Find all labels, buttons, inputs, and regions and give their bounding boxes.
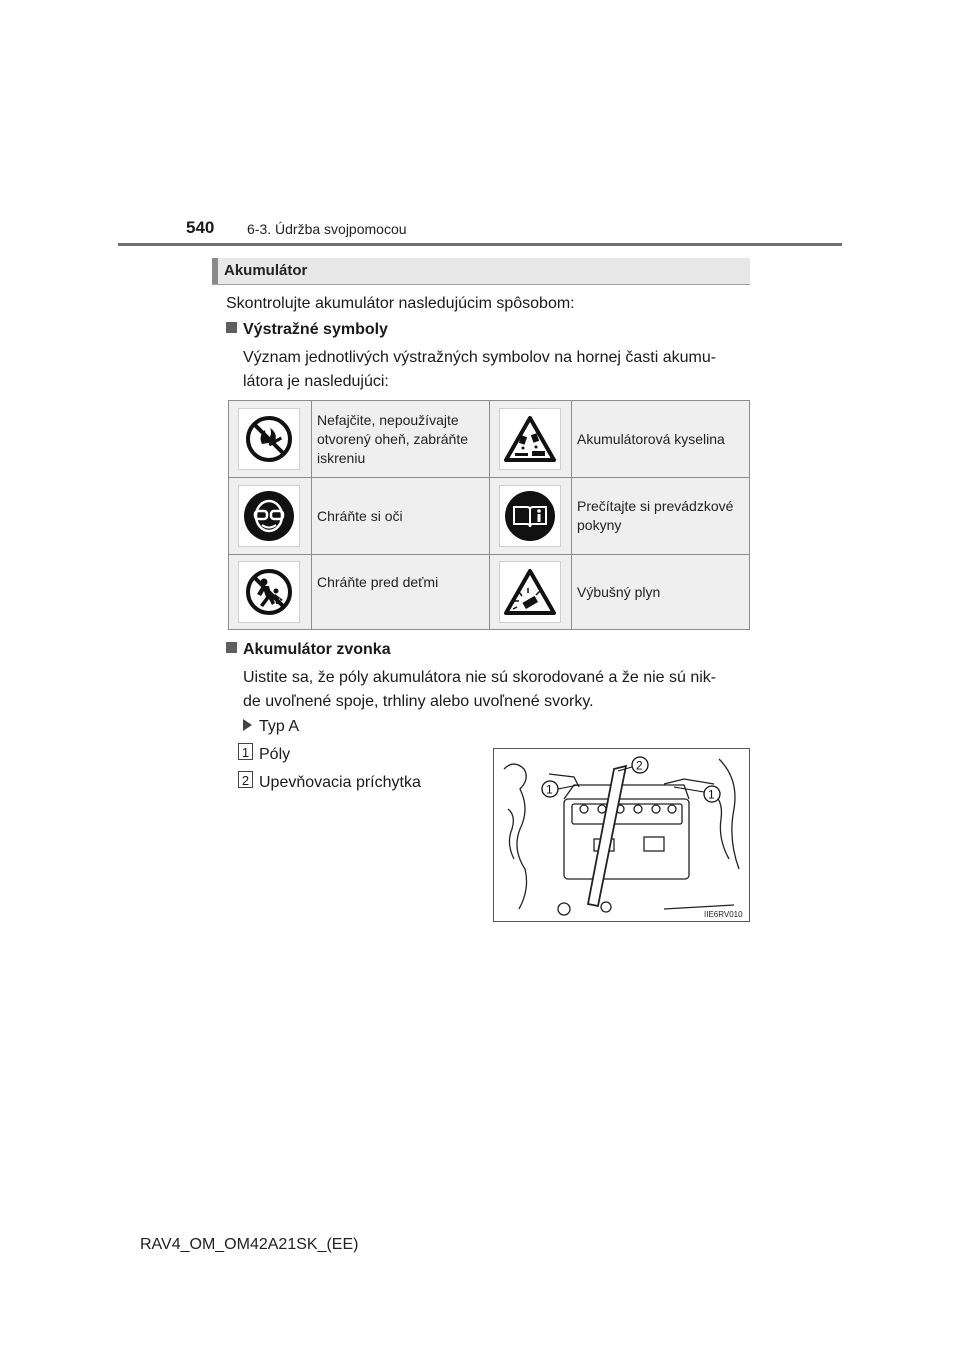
page-number: 540 [186, 218, 215, 237]
exterior-text-2: de uvoľnené spoje, trhliny alebo uvoľnené svorky. [243, 693, 594, 710]
section-heading: Akumulátor [224, 262, 308, 279]
bullet-square-icon [226, 322, 237, 333]
section-title: 6-3. Údržba svojpomocou [247, 221, 407, 237]
callout-number: 2 [636, 758, 643, 773]
symbol-label: Výbušný plyn [577, 583, 661, 600]
legend-label: Póly [259, 746, 291, 763]
warning-symbols-heading [226, 318, 388, 342]
section-heading-bar [212, 258, 750, 285]
figure-code: IIE6RV010 [704, 910, 743, 919]
keep-children-away-icon [238, 561, 300, 623]
legend-label: Upevňovacia príchytka [259, 774, 421, 791]
legend-item [238, 771, 421, 795]
legend-number: 2 [238, 771, 253, 788]
symbol-label: Nefajčite, nepoužívajte otvorený oheň, zabráňte iskreniu [317, 411, 468, 466]
battery-drawing [494, 749, 749, 921]
read-manual-icon [499, 485, 561, 547]
no-smoking-icon [238, 408, 300, 470]
acid-warning-icon [499, 408, 561, 470]
callout-number: 1 [546, 782, 553, 797]
header-divider [118, 243, 842, 246]
warning-symbols-text-2: látora je nasledujúci: [243, 373, 389, 390]
bullet-square-icon [226, 642, 237, 653]
symbol-cell [490, 478, 572, 554]
warning-symbols-table [228, 400, 750, 630]
symbol-cell [490, 554, 572, 630]
legend-item [238, 743, 290, 767]
footer-doc-id: RAV4_OM_OM42A21SK_(EE) [140, 1236, 359, 1253]
warning-symbols-title: Výstražné symboly [243, 321, 388, 338]
triangle-bullet-icon [243, 719, 252, 731]
exterior-text-1: Uistite sa, že póly akumulátora nie sú skorodované a že nie sú nik- [243, 669, 717, 686]
symbol-label: Chráňte si oči [317, 507, 403, 524]
symbol-cell [229, 554, 311, 630]
exterior-heading [226, 638, 391, 662]
table-row [229, 401, 749, 477]
exterior-title: Akumulátor zvonka [243, 641, 391, 658]
warning-symbols-text-1: Význam jednotlivých výstražných symbolov na hornej časti akumu- [243, 349, 717, 366]
type-label-line [243, 715, 299, 739]
callout-number: 1 [708, 787, 715, 802]
explosive-gas-icon [499, 561, 561, 623]
legend-number: 1 [238, 743, 253, 760]
type-label: Typ A [259, 718, 300, 735]
symbol-cell [490, 401, 572, 477]
symbol-cell [229, 401, 311, 477]
table-row [229, 477, 749, 555]
symbol-cell [229, 478, 311, 554]
battery-illustration [493, 748, 750, 922]
intro-text: Skontrolujte akumulátor nasledujúcim spôsobom: [226, 295, 575, 312]
table-row [229, 554, 749, 630]
symbol-label: Chráňte pred deťmi [317, 574, 439, 590]
symbol-label: Akumulátorová kyselina [577, 430, 725, 447]
heading-tab-marker [212, 258, 218, 284]
eye-protection-icon [238, 485, 300, 547]
symbol-label: Prečítajte si prevádzkové pokyny [577, 498, 734, 533]
